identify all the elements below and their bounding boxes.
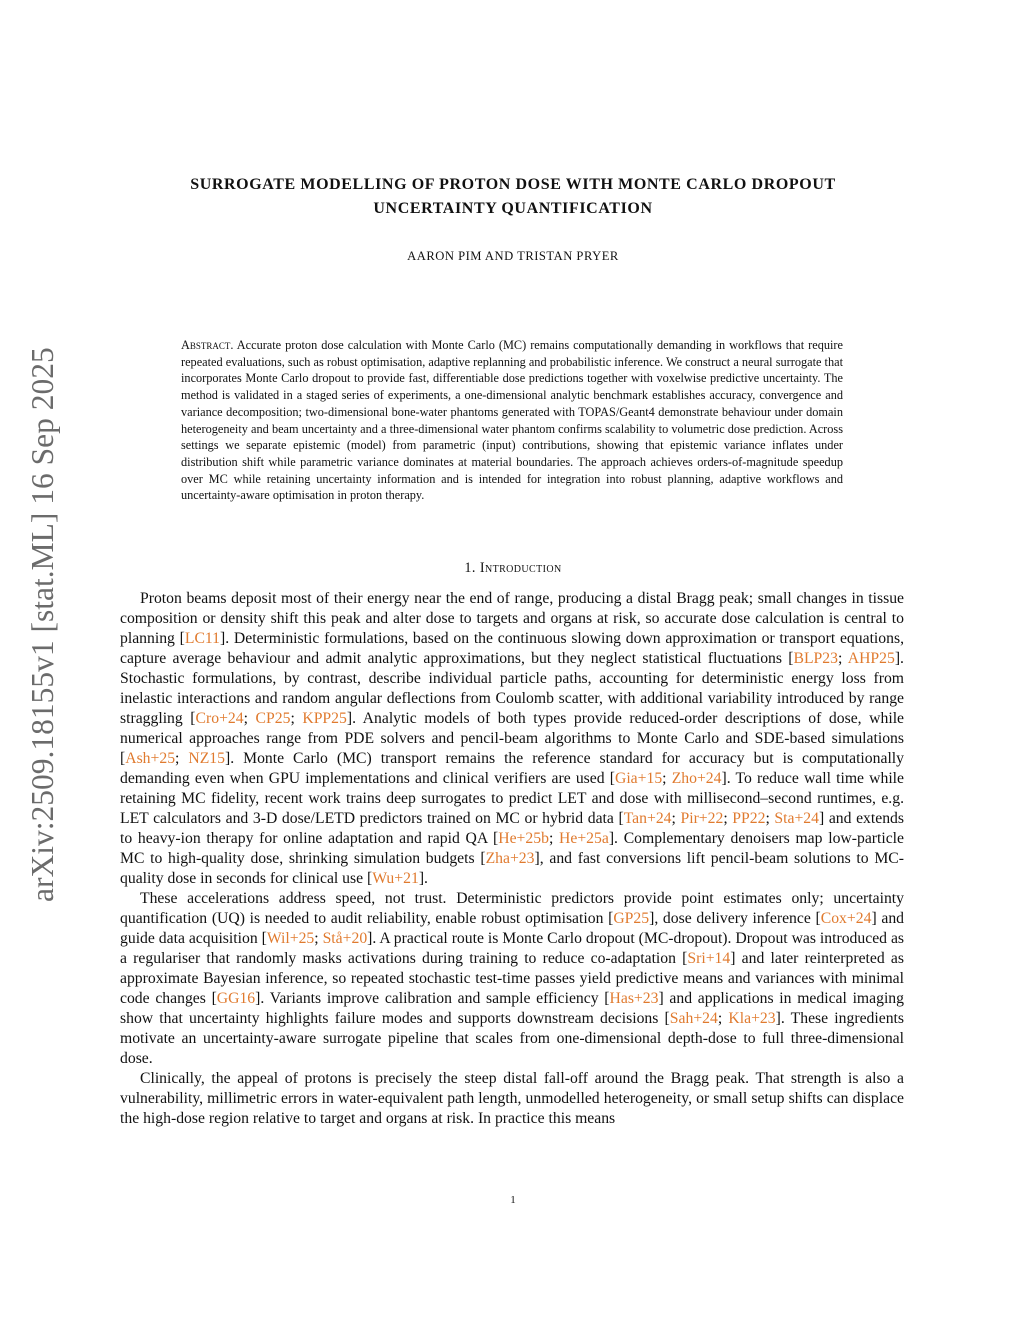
body-text — [120, 589, 904, 1129]
citation[interactable]: Zho+24 — [671, 770, 722, 787]
citation[interactable]: Kla+23 — [728, 1010, 776, 1027]
citation[interactable]: LC11 — [184, 630, 221, 647]
citation[interactable]: Wu+21 — [372, 870, 419, 887]
citation[interactable]: CP25 — [255, 710, 291, 727]
abstract-text: Accurate proton dose calculation with Monte Carlo (MC) remains computationally demanding in workflows that require repeated evaluations, such as robust optimisation, adaptive replanning and probabilistic inference. We construct a neural surrogate that incorporates Monte Carlo dropout to provide fast, differentiable dose predictions together with voxelwise predictive uncertainty. The method is validated in a staged series of experiments, a one-dimensional analytic benchmark establishes accuracy, convergence and variance decomposition; two-dimensional bone-water phantoms generated with TOPAS/Geant4 demonstrate behaviour under domain heterogeneity and beam uncertainty and a three-dimensional water phantom confirms scalability to volumetric dose prediction. Across settings we separate epistemic (model) from parametric (input) contributions, showing that epistemic variance inflates under distribution shift while parametric variance dominates at material boundaries. The approach achieves orders-of-magnitude speedup over MC while retaining uncertainty information and is intended for integration into robust planning, adaptive workflows and uncertainty-aware optimisation in proton therapy. — [181, 338, 843, 503]
abstract — [181, 337, 843, 504]
citation[interactable]: Zha+23 — [485, 850, 535, 867]
citation[interactable]: Stå+20 — [322, 930, 368, 947]
citation[interactable]: Tan+24 — [623, 810, 672, 827]
authors: AARON PIM AND TRISTAN PRYER — [407, 249, 619, 263]
citation[interactable]: Ash+25 — [125, 750, 176, 767]
section-title: Introduction — [479, 560, 562, 576]
citation[interactable]: Pir+22 — [680, 810, 724, 827]
abstract-label: Abstract. — [181, 338, 234, 352]
citation[interactable]: GP25 — [613, 910, 650, 927]
paragraph-3: Clinically, the appeal of protons is precisely the steep distal fall-off around the Bragg peak. That strength is also a vulnerability, millimetric errors in water-equivalent path length, unmodelled heterogeneity, or small setup shifts can displace the high-dose region relative to target and organs at risk. In practice this means — [120, 1070, 904, 1127]
section-heading — [120, 560, 906, 577]
section-number: 1. — [464, 560, 476, 576]
arxiv-identifier: arXiv:2509.18155v1 [stat.ML] 16 Sep 2025 — [25, 347, 60, 902]
page-number: 1 — [510, 1194, 516, 1206]
citation[interactable]: BLP23 — [793, 650, 838, 667]
citation[interactable]: Wil+25 — [266, 930, 315, 947]
citation[interactable]: Has+23 — [609, 990, 659, 1007]
citation[interactable]: He+25a — [559, 830, 609, 847]
title-line-1: SURROGATE MODELLING OF PROTON DOSE WITH MONTE CARLO DROPOUT — [190, 176, 836, 193]
citation[interactable]: KPP25 — [302, 710, 347, 727]
citation[interactable]: Sta+24 — [774, 810, 819, 827]
citation[interactable]: Sri+14 — [687, 950, 731, 967]
paragraph-2: These accelerations address speed, not trust. Deterministic predictors provide point estimates only; uncertainty quantification (UQ) is needed to audit reliability, enable robust optimisation [GP25], dose delivery inference [Cox+24] and guide data acquisition [Wil+25; Stå+20]. A practical route is Monte Carlo dropout (MC-dropout). Dropout was introduced as a regulariser that randomly masks activations during training to reduce co-adaptation [Sri+14] and later reinterpreted as approximate Bayesian inference, so repeated stochastic test-time passes yield predictive means and variances with minimal code changes [GG16]. Variants improve calibration and sample efficiency [Has+23] and applications in medical imaging show that uncertainty highlights failure modes and supports downstream decisions [Sah+24; Kla+23]. These ingredients motivate an uncertainty-aware surrogate pipeline that scales from one-dimensional depth-dose to full three-dimensional dose. — [120, 890, 905, 1067]
title-line-2: UNCERTAINTY QUANTIFICATION — [373, 200, 653, 217]
citation[interactable]: Sah+24 — [669, 1010, 718, 1027]
citation[interactable]: PP22 — [732, 810, 766, 827]
paragraph-1: Proton beams deposit most of their energy near the end of range, producing a distal Bragg peak; small changes in tissue composition or density shift this peak and alter dose to targets and organs at risk, so accurate dose calculation is central to planning [LC11]. Deterministic formulations, based on the continuous slowing down approximation or transport equations, capture average behaviour and admit analytic approximations, but they neglect statistical fluctuations [BLP23; AHP25]. Stochastic formulations, by contrast, describe individual particle paths, accounting for deterministic energy loss from inelastic interactions and random angular deflections from Coulomb scatter, with additional variability introduced by range straggling [Cro+24; CP25; KPP25]. Analytic models of both types provide reduced-order descriptions of dose, while numerical approaches range from PDE solvers and pencil-beam algorithms to Monte Carlo and SDE-based simulations [Ash+25; NZ15]. Monte Carlo (MC) transport remains the reference standard for accuracy but is computationally demanding even when GPU implementations and clinical verifiers are used [Gia+15; Zho+24]. To reduce wall time while retaining MC fidelity, recent work trains deep surrogates to predict LET and dose with millisecond–second runtimes, e.g. LET calculators and 3-D dose/LETD predictors trained on MC or hybrid data [Tan+24; Pir+22; PP22; Sta+24] and extends to heavy-ion therapy for online adaptation and rapid QA [He+25b; He+25a]. Complementary denoisers map low-particle MC to high-quality dose, shrinking simulation budgets [Zha+23], and fast conversions lift pencil-beam solutions to MC-quality dose in seconds for clinical use [Wu+21]. — [120, 590, 905, 887]
citation[interactable]: He+25b — [498, 830, 549, 847]
citation[interactable]: AHP25 — [847, 650, 895, 667]
citation[interactable]: GG16 — [216, 990, 256, 1007]
citation[interactable]: NZ15 — [188, 750, 225, 767]
paper-title — [120, 173, 906, 221]
citation[interactable]: Cro+24 — [195, 710, 244, 727]
citation[interactable]: Cox+24 — [820, 910, 872, 927]
citation[interactable]: Gia+15 — [614, 770, 663, 787]
